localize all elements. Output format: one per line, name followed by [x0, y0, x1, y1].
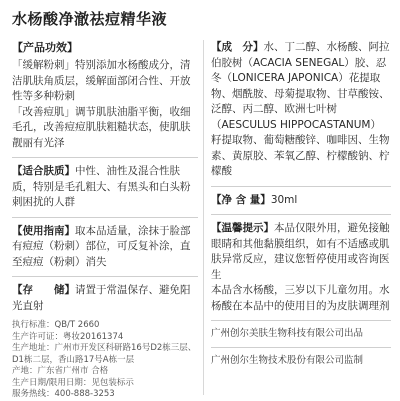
- ingredients-section: [211, 40, 391, 180]
- efficacy-heading: 【产品功效】: [12, 41, 78, 54]
- skin-type-tag: 【适合肤质】: [12, 165, 75, 177]
- storage-text: 请置于常温保存、避免阳光直射: [12, 284, 191, 312]
- maker-line-1: 广州创尔美肤生物科技有限公司出品: [211, 328, 364, 339]
- warning-section: [211, 221, 391, 283]
- section-divider: [211, 347, 391, 348]
- usage-tag: 【使用指南】: [12, 224, 75, 237]
- section-divider: [12, 217, 198, 218]
- storage-section: [12, 283, 198, 314]
- usage-section: [12, 224, 198, 271]
- section-divider: [12, 157, 198, 158]
- standard-info: 执行标准：QB/T 2660: [12, 320, 100, 330]
- warning-extra: 本品含水杨酸，三岁以下儿童勿用。水杨酸在本品中的使用目的为皮肤调理剂: [211, 284, 390, 312]
- net-content-section: [211, 193, 391, 209]
- skin-type-text: 中性、油性及混合性肤质，特别是毛孔粗大、有黑头和白头粉刺困扰的人群: [12, 165, 191, 208]
- date-info: 生产日期/限用日期：见包装标示: [12, 377, 134, 388]
- license-info: 生产许可证：粤妆20161374: [12, 331, 124, 342]
- storage-tag: 【存 储】: [12, 284, 75, 296]
- section-divider: [211, 320, 391, 321]
- left-column: [12, 40, 198, 401]
- efficacy-line-1: 「缓解粉刺」特别添加水杨酸成分，清洁肌肤角质层，缓解面部闭合性、开放性等多种粉刺: [12, 59, 191, 102]
- ingredients-text: 水、丁二醇、水杨酸、阿拉伯胶树（ACACIA SENEGAL）胶、忍冬（LONICERA JAPONICA）花提取物、烟酰胺、母菊提取物、甘草酸铵、泛醇、丙二醇、欧洲七叶树（AESCULUS HIPPOCASTANUM）籽提取物、葡萄糖酸锌、咖啡因、生物素、黄原胶、苯氧乙醇、柠檬酸钠、柠檬酸: [211, 41, 390, 177]
- ingredients-tag: 【成 分】: [211, 41, 264, 53]
- column-divider: [203, 40, 204, 395]
- efficacy-line-2: 「改善痘肌」调节肌肤油脂平衡，收细毛孔，改善痘痘肌肤粗糙状态，使肌肤靓丽有光泽: [12, 105, 191, 149]
- section-divider: [211, 214, 391, 215]
- usage-text: 取本品适量，涂抹于脸部有痘痘（粉刺）部位，可反复补涂，直至痘痘（粉刺）消失: [12, 224, 191, 268]
- origin-info: 产地：广东省广州市 合格: [12, 366, 109, 376]
- warning-tag: 【温馨提示】: [211, 222, 274, 234]
- right-column: [211, 40, 391, 368]
- section-divider: [12, 276, 198, 277]
- section-divider: [211, 186, 391, 187]
- net-content-tag: 【净 含 量】: [211, 193, 271, 206]
- address-info: 生产地址：广州市开发区科研路16号D2栋三层、D1栋二层，香山路17号A栋一层: [12, 343, 197, 365]
- maker-line-2: 广州创尔生物技术股份有限公司监制: [211, 355, 364, 366]
- product-title: 水杨酸净澈祛痘精华液: [12, 10, 168, 28]
- hotline-info: 服务热线：400-888-3253: [12, 389, 115, 399]
- net-content-value: 30ml: [270, 193, 298, 206]
- warning-text: 本品仅限外用，避免接触眼睛和其他黏膜组织，如有不适感或肌肤异常反应，建议您暂停使用或咨询医生: [211, 222, 390, 281]
- skin-type-section: [12, 164, 198, 211]
